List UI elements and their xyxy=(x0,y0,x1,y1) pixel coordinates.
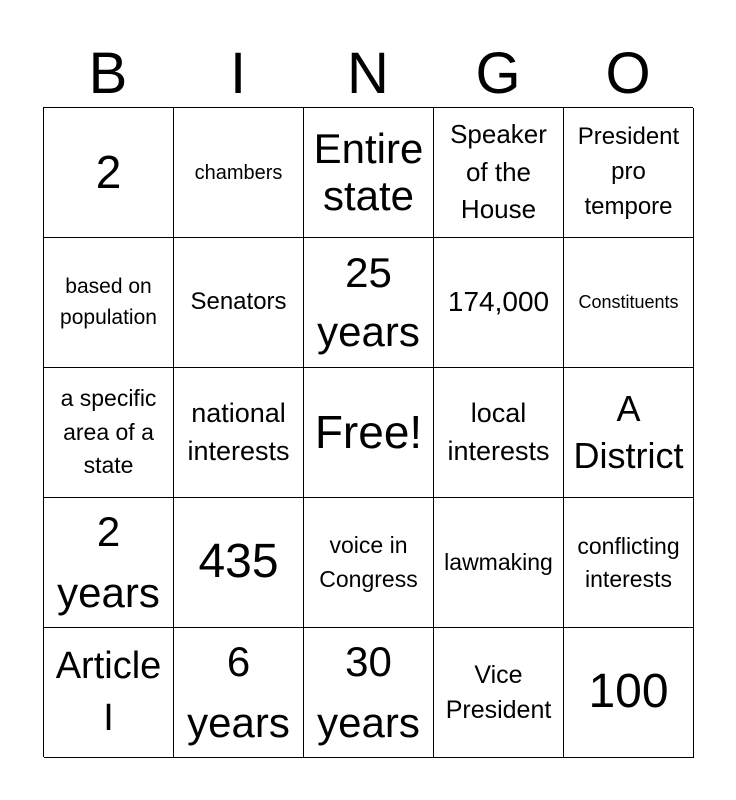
cell-text: Constituents xyxy=(578,291,679,312)
bingo-cell[interactable] xyxy=(434,628,564,758)
bingo-cell[interactable] xyxy=(174,628,304,758)
cell-text: based on population xyxy=(60,275,157,329)
cell-text: national interests xyxy=(187,397,290,466)
cell-text: Speaker of the House xyxy=(450,118,547,225)
header-letter-o: O xyxy=(605,41,651,106)
bingo-cell[interactable] xyxy=(304,628,434,758)
cell-text: 25 years xyxy=(317,248,420,355)
bingo-cell[interactable] xyxy=(44,498,174,628)
cell-text: 6 years xyxy=(187,637,290,746)
cell-text: voice in Congress xyxy=(319,532,418,592)
header-letter-g: G xyxy=(475,41,521,106)
cell-text: conflicting interests xyxy=(577,533,680,592)
cell-text: 435 xyxy=(198,535,279,589)
cell-text: President pro tempore xyxy=(577,123,680,220)
cell-text: Senators xyxy=(190,288,287,316)
bingo-cell[interactable] xyxy=(174,498,304,628)
cell-text: Entire state xyxy=(313,125,424,219)
bingo-cell[interactable] xyxy=(174,238,304,368)
bingo-cell[interactable] xyxy=(434,368,564,498)
header-letter-b: B xyxy=(88,41,128,106)
bingo-cell[interactable] xyxy=(564,368,694,498)
bingo-cell[interactable] xyxy=(44,108,174,238)
cell-text: 100 xyxy=(588,665,669,719)
bingo-cell[interactable] xyxy=(564,238,694,368)
cell-text: a specific area of a state xyxy=(60,385,157,479)
bingo-cell[interactable] xyxy=(304,108,434,238)
cell-text: 174,000 xyxy=(447,286,550,318)
bingo-cell[interactable] xyxy=(44,628,174,758)
bingo-cell[interactable] xyxy=(434,108,564,238)
bingo-cell[interactable] xyxy=(174,368,304,498)
header-letter-i: I xyxy=(229,41,247,106)
bingo-cell[interactable] xyxy=(44,238,174,368)
cell-text: A District xyxy=(573,387,684,476)
cell-text: lawmaking xyxy=(444,548,553,575)
cell-text: Vice President xyxy=(445,660,552,724)
cell-text: local interests xyxy=(447,397,550,466)
cell-text: chambers xyxy=(194,161,283,184)
bingo-cell[interactable] xyxy=(304,368,434,498)
bingo-cell[interactable] xyxy=(304,498,434,628)
cell-text: 30 years xyxy=(317,637,420,746)
bingo-cell[interactable] xyxy=(564,498,694,628)
cell-text: Free! xyxy=(314,406,423,459)
bingo-cell[interactable] xyxy=(564,108,694,238)
bingo-grid xyxy=(43,107,693,757)
cell-text: 2 years xyxy=(57,507,160,616)
header-letter-n: N xyxy=(347,41,389,106)
bingo-cell[interactable] xyxy=(434,498,564,628)
bingo-header xyxy=(43,40,693,108)
bingo-cell[interactable] xyxy=(174,108,304,238)
cell-text: Article I xyxy=(55,645,162,739)
bingo-cell[interactable] xyxy=(304,238,434,368)
bingo-cell[interactable] xyxy=(434,238,564,368)
bingo-cell[interactable] xyxy=(564,628,694,758)
cell-text: 2 xyxy=(95,146,122,199)
bingo-cell[interactable] xyxy=(44,368,174,498)
